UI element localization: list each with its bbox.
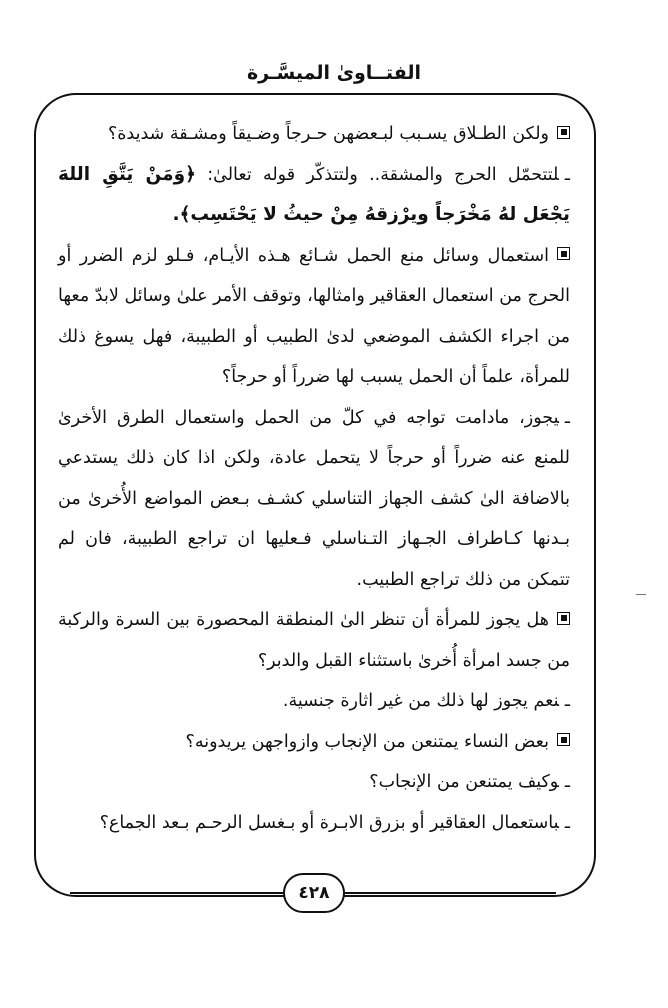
question-square-icon	[557, 247, 570, 260]
answer-paragraph: ـباستعمال العقاقير أو بزرق الابـرة أو بـغسل الرحـم بـعد الجماع؟	[99, 812, 570, 833]
dash-marker: ـ	[564, 772, 570, 792]
question-paragraph: بعض النساء يمتنعن من الإنجاب وازواجهن يريدونه؟	[58, 722, 570, 763]
page-number-bar	[0, 873, 668, 913]
dash-marker: ـ	[564, 812, 570, 833]
answer-paragraph: ـيجوز، مادامت تواجه في كلّ من الحمل واستعمال الطرق الأخرىٰ للمنع عنه ضرراً أو حرجاً لا يتحمل عادة، ولكن اذا كان ذلك يستدعي بالاضافة الىٰ كشف الجهاز التناسلي كشـف بـعض المواضع الأُخرىٰ من بـدنها كـاطراف الجـهاز التـناسلي فـعليها ان تراجع الطبيبة، فان لم تتمكن من ذلك تراجع الطبيب.	[58, 407, 570, 590]
question-square-icon	[557, 612, 570, 625]
dash-marker: ـ	[564, 407, 570, 428]
question-paragraph: هل يجوز للمرأة أن تنظر الىٰ المنطقة المحصورة بين السرة والركبة من جسد امرأة أُخرىٰ باستثناء القبل والدبر؟	[58, 610, 570, 671]
dash-marker: ـ	[564, 164, 570, 185]
margin-mark	[636, 594, 646, 595]
running-head: الفتــاوىٰ الميسَّـرة	[246, 62, 422, 84]
dash-marker: ـ	[564, 691, 570, 711]
question-paragraph: استعمال وسائل منع الحمل شـائع هـذه الأيـام، فـلو لزم الضرر أو الحرج من استعمال العقاقير وامثالها، وتوقف الأمر علىٰ وسائل لابدّ معها من اجراء الكشف الموضعي لدىٰ الطبيب أو الطبيبة، فهل يسوغ ذلك للمرأة، علماً أن الحمل يسبب لها ضرراً أو حرجاً؟	[58, 245, 570, 387]
answer-paragraph: ـلتتحمّل الحرج والمشقة.. ولتتذكّر قوله تعالىٰ: ﴿وَمَنْ يَتَّقِ اللهَ يَجْعَل لهُ مَخْرَجاً ويرْزقهُ مِنْ حيثُ لا يَحْتَسِب﴾.	[58, 163, 570, 225]
answer-paragraph: ـنعم يجوز لها ذلك من غير اثارة جنسية.	[282, 691, 570, 711]
question-square-icon	[557, 733, 570, 746]
page-number: ٤٢٨	[283, 873, 345, 913]
footer-rule-left	[70, 892, 283, 894]
question-square-icon	[557, 126, 570, 139]
question-paragraph: ولكن الطـلاق يسـبب لبـعضهن حـرجاً وضـيقاً ومشـقة شديدة؟	[58, 114, 570, 155]
footer-rule-right	[341, 892, 556, 894]
answer-paragraph: ـوكيف يمتنعن من الإنجاب؟	[369, 772, 570, 792]
page-body	[58, 114, 570, 874]
quran-verse: ﴿وَمَنْ يَتَّقِ اللهَ يَجْعَل لهُ مَخْرَجاً ويرْزقهُ مِنْ حيثُ لا يَحْتَسِب﴾.	[58, 163, 570, 225]
